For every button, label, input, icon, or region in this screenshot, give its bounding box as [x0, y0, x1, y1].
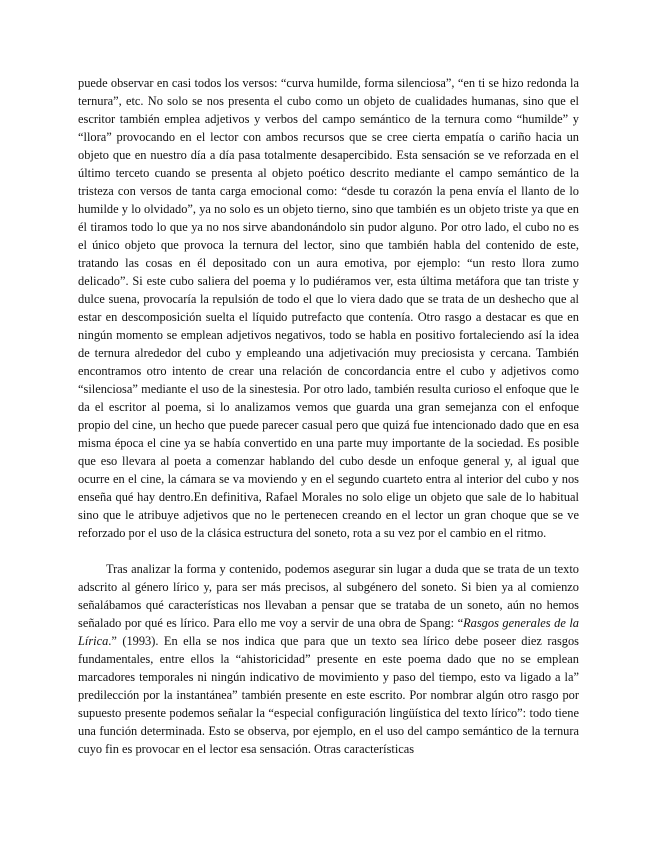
- paragraph-text-before-title: Tras analizar la forma y contenido, podemos asegurar sin lugar a duda que se trata de un texto adscrito al género lírico y, para ser más precisos, al subgénero del soneto. Si bien ya al comienzo señalábamos qué características nos llevaban a pensar que se trataba de un soneto, aún no hemos señalado por qué es lírico. Para ello me voy a servir de una obra de Spang: “: [78, 562, 579, 630]
- paragraph-text-after-title: .” (1993). En ella se nos indica que para que un texto sea lírico debe poseer diez rasgos fundamentales, entre ellos la “ahistoricidad” presente en este poema dado que no se emplean marcadores temporales ni ningún indicativo de movimiento y paso del tiempo, esto va ligado a la” predilección por la instantánea” también presente en este escrito. Por nombrar algún otro rasgo por supuesto presente podemos señalar la “especial configuración lingüística del texto lírico”: todo tiene una función determinada. Esto se observa, por ejemplo, en el uso del campo semántico de la ternura cuyo fin es provocar en el lector esa sensación. Otras características: [78, 634, 579, 756]
- paragraph-analysis-continued: puede observar en casi todos los versos: “curva humilde, forma silenciosa”, “en ti se hizo redonda la ternura”, etc. No solo se nos presenta el cubo como un objeto de cualidades humanas, sino que el escritor también emplea adjetivos y verbos del campo semántico de la ternura como “humilde” y “llora” provocando en el lector con ambos recursos que se cree cierta empatía o cariño hacia un objeto que en nuestro día a día pasa totalmente desapercibido. Esta sensación se ve reforzada en el último terceto cuando se presenta al objeto poético descrito mediante el campo semántico de la tristeza con versos de tanta carga emocional como: “desde tu corazón la pena envía el llanto de lo humilde y lo olvidado”, ya no solo es un objeto tierno, sino que también es un objeto triste ya que en él tiramos todo lo que ya no nos sirve abandonándolo sin pudor alguno. Por otro lado, el cubo no es el único objeto que provoca la ternura del lector, sino que también habla del contenido de este, tratando las cosas en él depositado con un aura emotiva, por ejemplo: “un resto llora zumo delicado”. Si este cubo saliera del poema y lo pudiéramos ver, esta última metáfora que tan triste y dulce suena, provocaría la repulsión de todo el que lo viera dado que se trata de un deshecho que al estar en descomposición suelta el líquido putrefacto que contenía. Otro rasgo a destacar es que en ningún momento se emplean adjetivos negativos, todo se habla en positivo fortaleciendo así la idea de ternura alrededor del cubo y empleando una adjetivación muy preciosista y cercana. También encontramos otro intento de crear una relación de concordancia entre el cubo y adjetivos como “silenciosa” mediante el uso de la sinestesia. Por otro lado, también resulta curioso el enfoque que le da el escritor al poema, si lo analizamos vemos que guarda una gran semejanza con el enfoque propio del cine, un hecho que puede parecer casual pero que quizá fue intencionado dado que en esa misma época el cine ya se había convertido en una parte muy importante de la sociedad. Es posible que eso llevara al poeta a comenzar hablando del cubo desde un enfoque general y, al igual que ocurre en el cine, la cámara se va moviendo y en el segundo cuarteto entra al interior del cubo y nos enseña qué hay dentro.En definitiva, Rafael Morales no solo elige un objeto que sale de lo habitual sino que le atribuye adjetivos que no le pertenecen creando en el lector un gran choque que se ve reforzado por el uso de la clásica estructura del soneto, rota a su vez por el cambio en el ritmo.: [78, 76, 579, 540]
- cited-work-title: Rasgos generales de la Lírica: [78, 616, 579, 648]
- paragraph-genre-lyric: [78, 560, 579, 758]
